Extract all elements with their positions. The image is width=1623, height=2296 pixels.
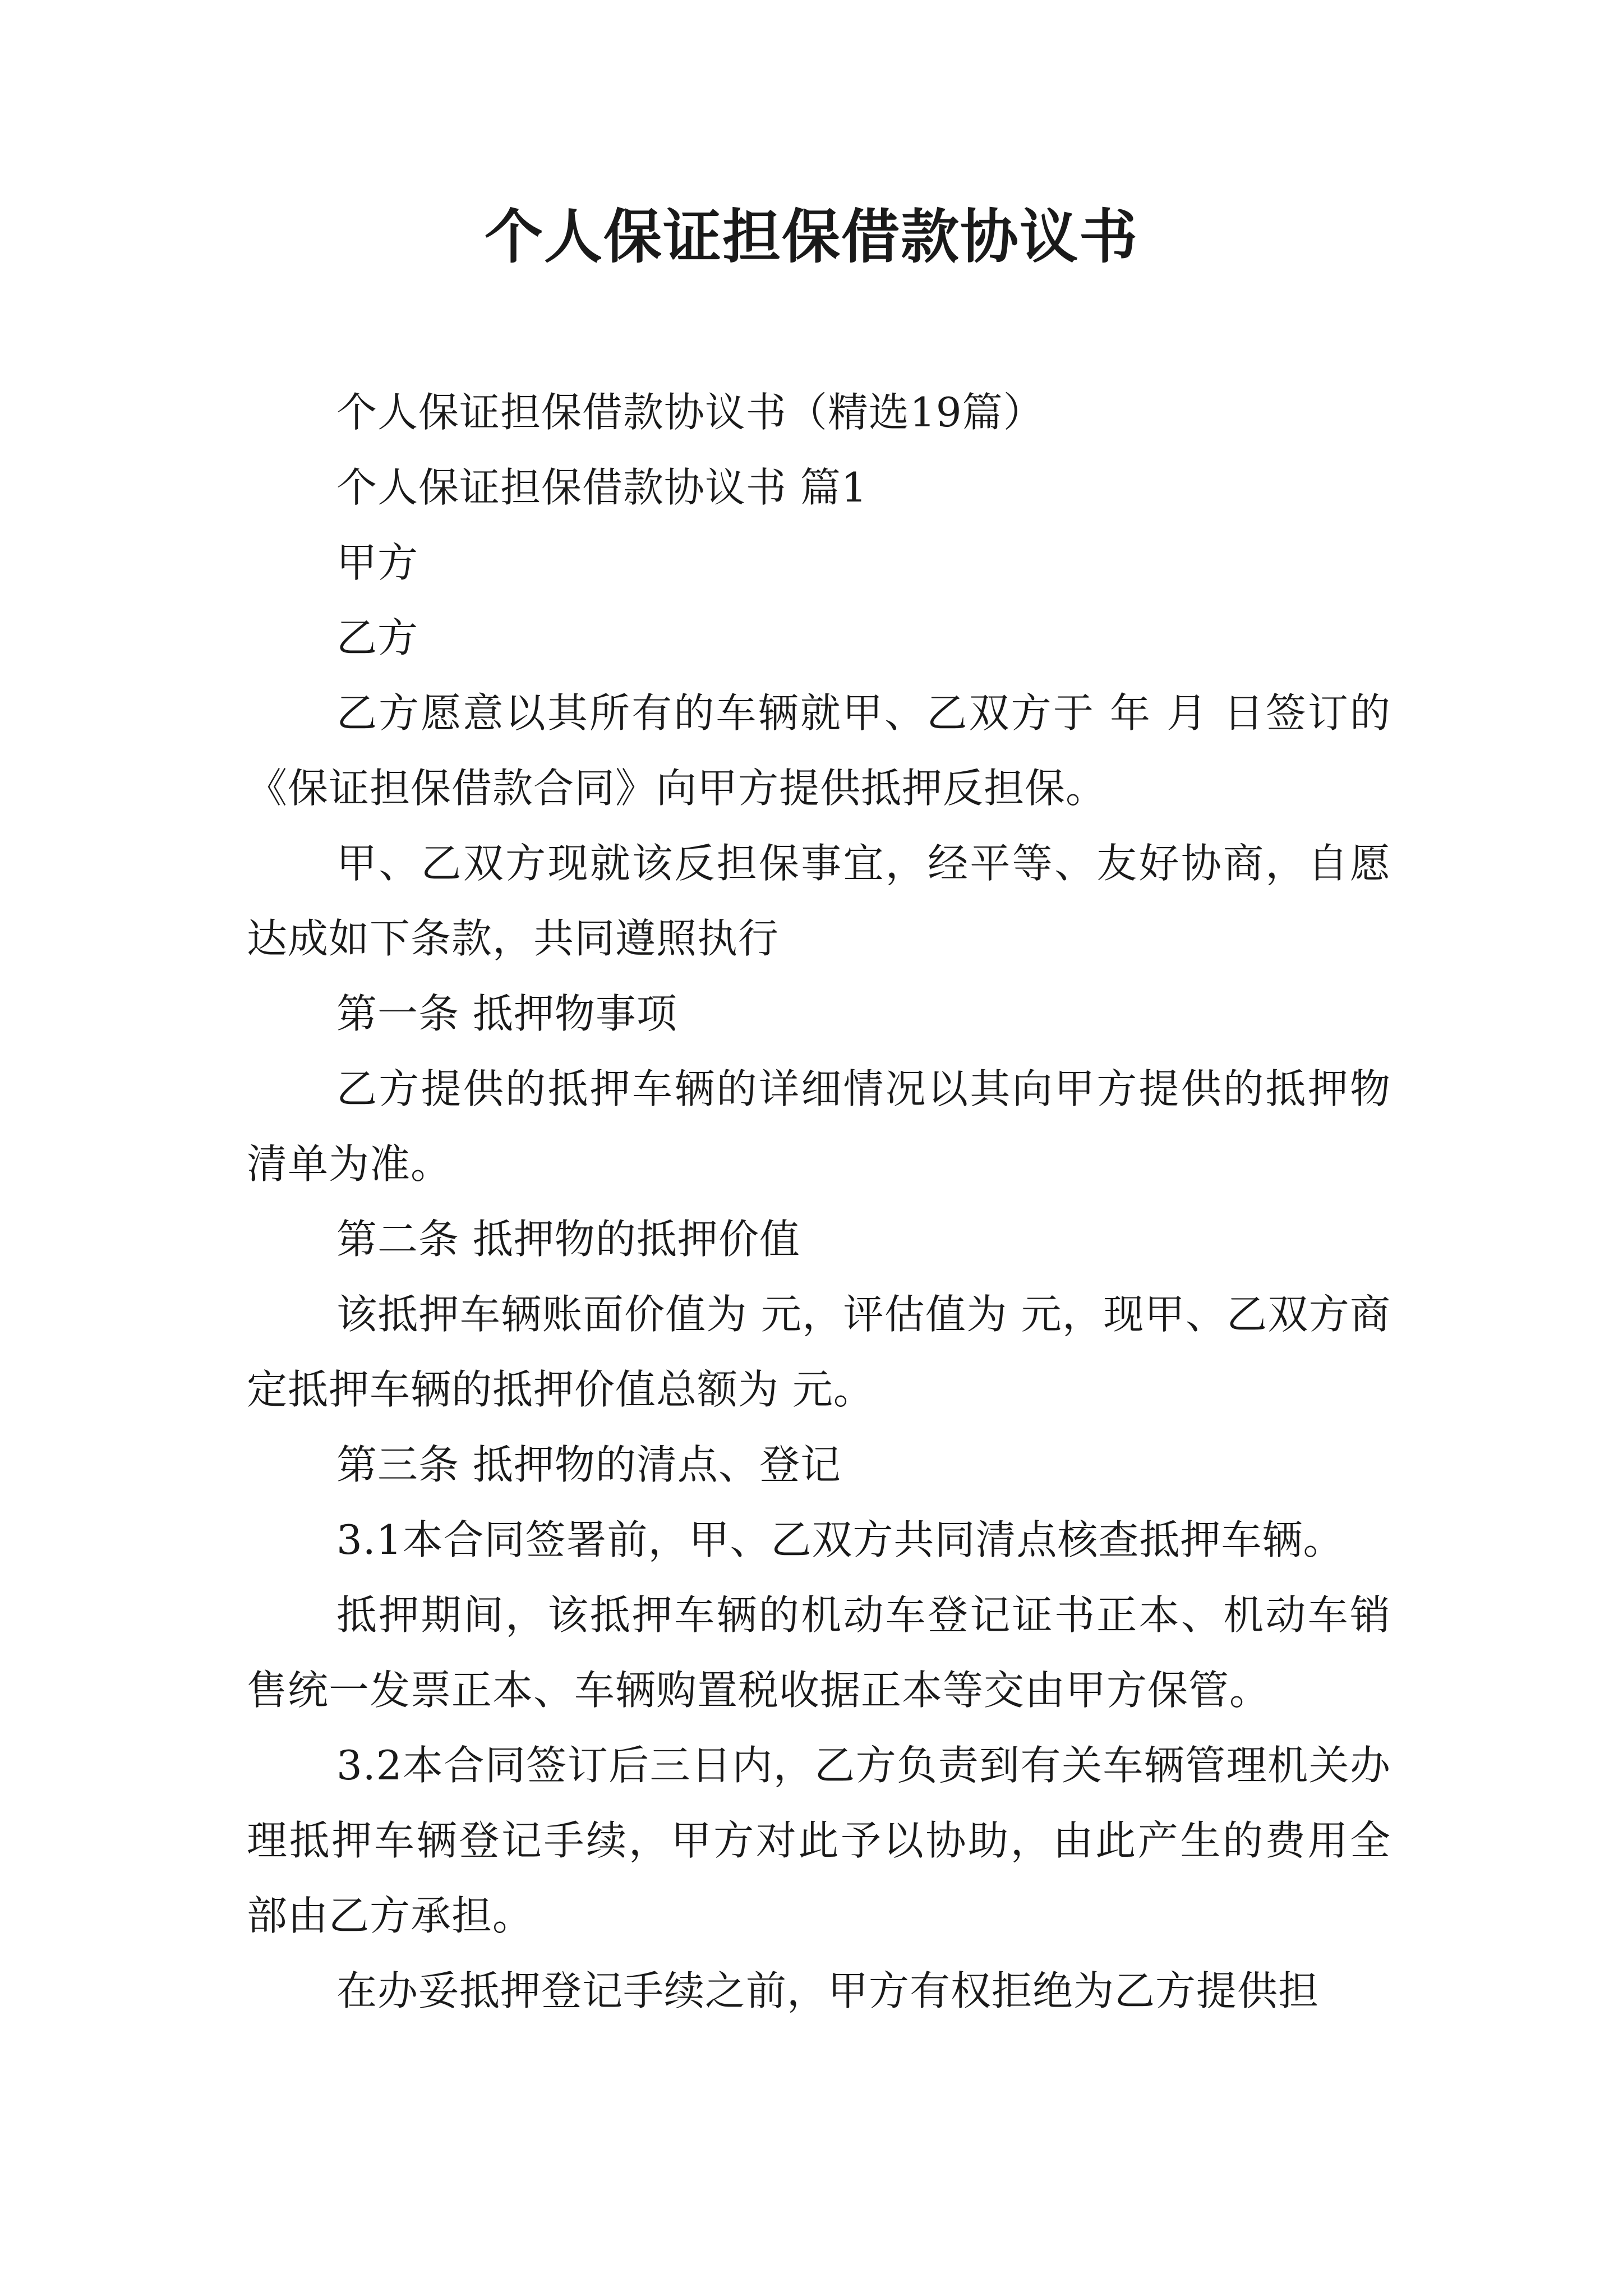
document-body <box>247 375 1391 2028</box>
body-paragraph: 乙方愿意以其所有的车辆就甲、乙双方于 年 月 日签订的《保证担保借款合同》向甲方提供抵押反担保。 <box>247 689 1391 812</box>
party-b-line: 乙方 <box>336 614 419 661</box>
body-paragraph: 3.2本合同签订后三日内，乙方负责到有关车辆管理机关办理抵押车辆登记手续，甲方对此予以协助，由此产生的费用全部由乙方承担。 <box>247 1742 1391 1939</box>
party-a-line: 甲方 <box>336 539 419 586</box>
section-heading: 个人保证担保借款协议书 篇1 <box>336 464 868 511</box>
subtitle-paragraph: 个人保证担保借款协议书（精选19篇） <box>336 389 1044 436</box>
body-paragraph: 3.1本合同签署前，甲、乙双方共同清点核查抵押车辆。 <box>336 1516 1344 1563</box>
body-paragraph: 该抵押车辆账面价值为 元，评估值为 元，现甲、乙双方商定抵押车辆的抵押价值总额为 元。 <box>247 1291 1391 1413</box>
body-paragraph: 在办妥抵押登记手续之前，甲方有权拒绝为乙方提供担 <box>336 1967 1320 2014</box>
article-heading: 第一条 抵押物事项 <box>336 990 677 1037</box>
body-paragraph: 乙方提供的抵押车辆的详细情况以其向甲方提供的抵押物清单为准。 <box>247 1065 1391 1188</box>
body-paragraph: 甲、乙双方现就该反担保事宜，经平等、友好协商，自愿达成如下条款，共同遵照执行 <box>247 840 1391 962</box>
article-heading: 第二条 抵押物的抵押价值 <box>336 1216 800 1263</box>
article-heading: 第三条 抵押物的清点、登记 <box>336 1441 841 1488</box>
document-title: 个人保证担保借款协议书 <box>484 202 1138 271</box>
body-paragraph: 抵押期间，该抵押车辆的机动车登记证书正本、机动车销售统一发票正本、车辆购置税收据正本等交由甲方保管。 <box>247 1591 1391 1714</box>
